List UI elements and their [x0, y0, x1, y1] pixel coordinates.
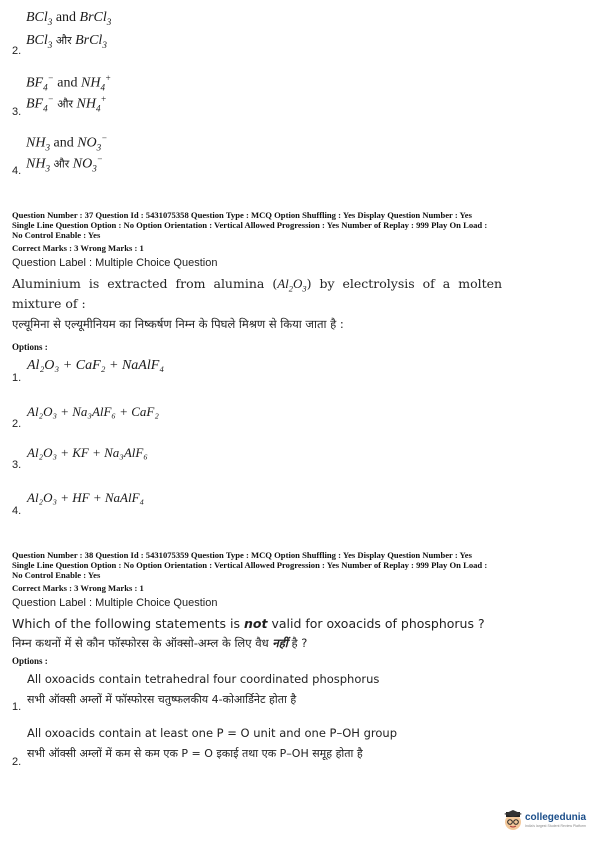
- option-1-text[interactable]: All oxoacids contain tetrahedral four coordinated phosphorus: [27, 672, 380, 686]
- question-marks: Correct Marks : 3 Wrong Marks : 1: [12, 583, 144, 593]
- option-formula-english: $NH_3$ and $NO_3^-$: [26, 133, 108, 153]
- options-label: Options :: [12, 342, 48, 352]
- question-meta-line: No Control Enable : Yes: [12, 570, 101, 580]
- question-text-continued: mixture of :: [12, 296, 86, 311]
- option-number: 4.: [12, 505, 22, 517]
- option-formula-hindi: BCl$_3$ और BrCl$_3$: [26, 33, 107, 50]
- option-3-formula[interactable]: Al₂O₃ + KF + Na₃AlF₆: [27, 445, 148, 460]
- option-number: 2.: [12, 45, 22, 57]
- logo-text: collegedunia: [525, 812, 587, 823]
- collegedunia-logo: [503, 808, 591, 834]
- option-number: 4.: [12, 165, 22, 177]
- option-1-formula[interactable]: Al₂O₃ + CaF₂ + NaAlF₄: [27, 358, 165, 373]
- option-number: 2.: [12, 418, 22, 430]
- question-text-hindi: निम्न कथनों में से कौन फॉस्फोरस के ऑक्सो-अम्ल के लिए वैध नहीं है ?: [12, 636, 308, 650]
- options-label: Options :: [12, 656, 48, 666]
- question-label: Question Label : Multiple Choice Question: [12, 257, 218, 269]
- option-number: 3.: [12, 106, 22, 118]
- option-number: 3.: [12, 459, 22, 471]
- question-text: Which of the following statements is not valid for oxoacids of phosphorus ?: [12, 616, 485, 631]
- option-formula-hindi: $NH_3$ और $NO_3^-$: [26, 154, 103, 174]
- question-text: Aluminium is extracted from alumina $(Al_2O_3)$ by electrolysis of a molten: [12, 276, 503, 294]
- option-2-formula[interactable]: Al₂O₃ + Na₃AlF₆ + CaF₂: [27, 404, 159, 419]
- option-2-text-hindi[interactable]: सभी ऑक्सी अम्लों में कम से कम एक P = O इकाई तथा एक P–OH समूह होता है: [27, 747, 363, 760]
- mascot-icon: [503, 810, 523, 832]
- question-meta-line: Question Number : 38 Question Id : 5431075359 Question Type : MCQ Option Shuffling : Yes Display Question Number : Yes: [12, 550, 472, 560]
- option-number: 1.: [12, 372, 22, 384]
- question-text-hindi: एल्यूमिना से एल्यूमीनियम का निष्कर्षण निम्न के पिघले मिश्रण से किया जाता है :: [12, 317, 344, 331]
- question-meta-line: Single Line Question Option : No Option Orientation : Vertical Allowed Progression : Yes Number of Replay : 999 Play On Load :: [12, 560, 488, 570]
- question-meta-line: Single Line Question Option : No Option Orientation : Vertical Allowed Progression : Yes Number of Replay : 999 Play On Load :: [12, 220, 488, 230]
- question-label: Question Label : Multiple Choice Question: [12, 597, 218, 609]
- option-formula-english: BCl$_3$ and BrCl$_3$: [26, 10, 112, 27]
- option-2-text[interactable]: All oxoacids contain at least one P = O unit and one P–OH group: [27, 726, 397, 740]
- option-4-formula[interactable]: Al₂O₃ + HF + NaAlF₄: [27, 490, 145, 505]
- question-marks: Correct Marks : 3 Wrong Marks : 1: [12, 243, 144, 253]
- option-formula-hindi: $BF_4^-$ और $NH_4^+$: [26, 94, 107, 114]
- logo-tagline: India's largest Student Review Platform: [525, 824, 586, 828]
- question-meta-line: No Control Enable : Yes: [12, 230, 101, 240]
- option-number: 1.: [12, 701, 22, 713]
- question-meta-line: Question Number : 37 Question Id : 5431075358 Question Type : MCQ Option Shuffling : Yes Display Question Number : Yes: [12, 210, 472, 220]
- option-formula-english: $BF_4^-$ and $NH_4^+$: [26, 73, 112, 93]
- option-1-text-hindi[interactable]: सभी ऑक्सी अम्लों में फॉस्फोरस चतुष्फलकीय 4-कोआर्डिनेट होता है: [27, 693, 297, 706]
- option-number: 2.: [12, 756, 22, 768]
